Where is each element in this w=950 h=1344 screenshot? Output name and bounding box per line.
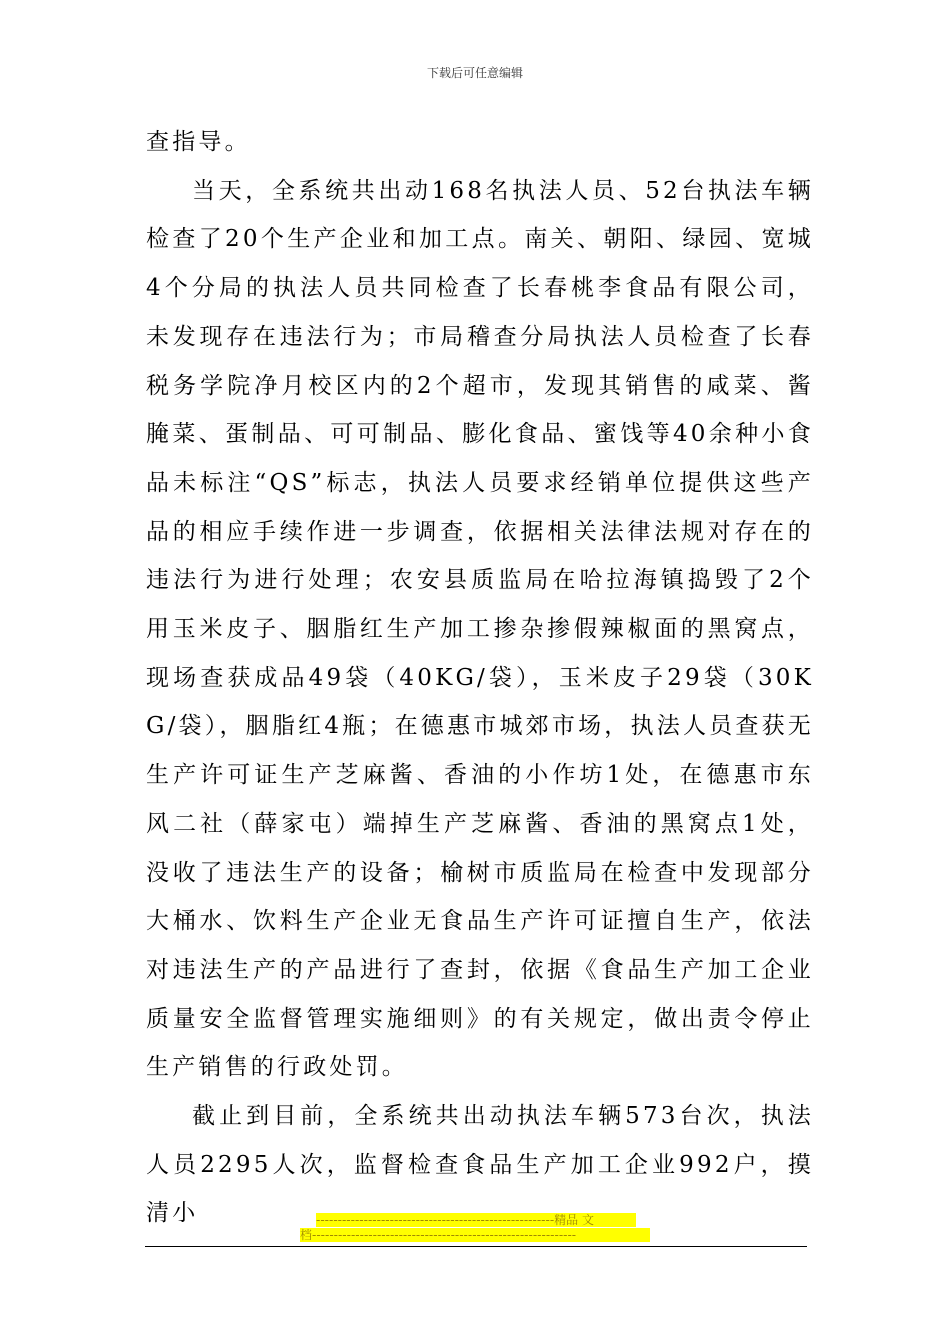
footer-watermark-line-2: 档------------------------------------------------------------- bbox=[300, 1228, 650, 1242]
footer-rule bbox=[145, 1246, 807, 1247]
paragraph-2: 当天，全系统共出动168名执法人员、52台执法车辆检查了20个生产企业和加工点。南关、朝阳、绿园、宽城4个分局的执法人员共同检查了长春桃李食品有限公司，未发现存在违法行为；市局稽查分局执法人员检查了长春税务学院净月校区内的2个超市，发现其销售的咸菜、酱腌菜、蛋制品、可可制品、膨化食品、蜜饯等40余种小食品未标注“QS”标志，执法人员要求经销单位提供这些产品的相应手续作进一步调查，依据相关法律法规对存在的违法行为进行处理；农安县质监局在哈拉海镇捣毁了2个用玉米皮子、胭脂红生产加工掺杂掺假辣椒面的黑窝点，现场查获成品49袋（40KG/袋），玉米皮子29袋（30KG/袋），胭脂红4瓶；在德惠市城郊市场，执法人员查获无生产许可证生产芝麻酱、香油的小作坊1处，在德惠市东风二社（薛家屯）端掉生产芝麻酱、香油的黑窝点1处，没收了违法生产的设备；榆树市质监局在检查中发现部分大桶水、饮料生产企业无食品生产许可证擅自生产，依法对违法生产的产品进行了查封，依据《食品生产加工企业质量安全监督管理实施细则》的有关规定，做出责令停止生产销售的行政处罚。 bbox=[146, 177, 814, 1081]
page-header: 下载后可任意编辑 bbox=[426, 66, 523, 80]
paragraph-3: 截止到目前，全系统共出动执法车辆573台次，执法人员2295人次，监督检查食品生产加工企业992户，摸清小 bbox=[146, 1103, 814, 1227]
footer-watermark-line-1: -------------------------------------------------------精品 文 bbox=[316, 1213, 636, 1227]
paragraph-1: 查指导。 bbox=[146, 129, 251, 155]
document-body bbox=[146, 118, 814, 1238]
